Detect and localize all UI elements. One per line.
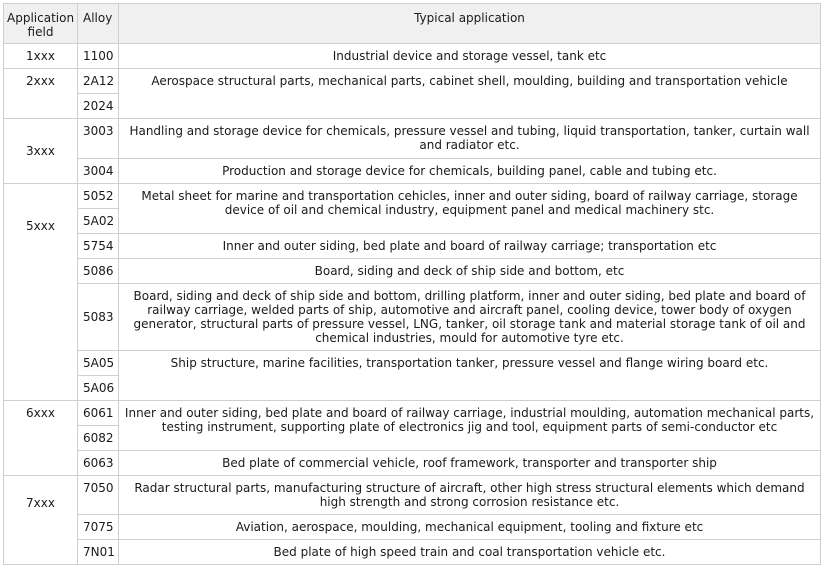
table-row xyxy=(4,69,821,94)
alloy-5052: 5052 xyxy=(78,184,119,209)
application-2xxx: Aerospace structural parts, mechanical parts, cabinet shell, moulding, building and transportation vehicle xyxy=(119,69,821,119)
alloy-application-table xyxy=(3,3,821,565)
table-row xyxy=(4,540,821,565)
header-alloy: Alloy xyxy=(78,4,119,44)
field-2xxx: 2xxx xyxy=(4,69,78,119)
table-row xyxy=(4,184,821,209)
field-6xxx: 6xxx xyxy=(4,401,78,476)
field-3xxx: 3xxx xyxy=(4,119,78,184)
application-7075: Aviation, aerospace, moulding, mechanical equipment, tooling and fixture etc xyxy=(119,515,821,540)
alloy-6082: 6082 xyxy=(78,426,119,451)
application-5754: Inner and outer siding, bed plate and board of railway carriage; transportation etc xyxy=(119,234,821,259)
table-row xyxy=(4,476,821,515)
alloy-5A06: 5A06 xyxy=(78,376,119,401)
application-1100: Industrial device and storage vessel, tank etc xyxy=(119,44,821,69)
header-typical-application: Typical application xyxy=(119,4,821,44)
table-row xyxy=(4,451,821,476)
table-header xyxy=(4,4,821,44)
table-row xyxy=(4,515,821,540)
alloy-7N01: 7N01 xyxy=(78,540,119,565)
table-body xyxy=(4,44,821,565)
alloy-1100: 1100 xyxy=(78,44,119,69)
table-row xyxy=(4,119,821,159)
table-row xyxy=(4,159,821,184)
field-5xxx: 5xxx xyxy=(4,184,78,401)
application-3003: Handling and storage device for chemicals, pressure vessel and tubing, liquid transportation, tanker, curtain wall and radiator etc. xyxy=(119,119,821,159)
table-row xyxy=(4,401,821,426)
alloy-5754: 5754 xyxy=(78,234,119,259)
alloy-2A12: 2A12 xyxy=(78,69,119,94)
application-6063: Bed plate of commercial vehicle, roof framework, transporter and transporter ship xyxy=(119,451,821,476)
table-row xyxy=(4,284,821,351)
table-row xyxy=(4,234,821,259)
alloy-5086: 5086 xyxy=(78,259,119,284)
field-1xxx: 1xxx xyxy=(4,44,78,69)
table-row xyxy=(4,351,821,376)
application-5083: Board, siding and deck of ship side and bottom, drilling platform, inner and outer siding, bed plate and board of railway carriage, welded parts of ship, automotive and aircraft panel, cooling device, tower body of oxygen generator, structural parts of pressure vessel, LNG, tanker, oil storage tank and material storage tank of oil and chemical industries, mould for automotive tyre etc. xyxy=(119,284,821,351)
table-row xyxy=(4,44,821,69)
application-5086: Board, siding and deck of ship side and bottom, etc xyxy=(119,259,821,284)
alloy-5083: 5083 xyxy=(78,284,119,351)
application-5052: Metal sheet for marine and transportation cehicles, inner and outer siding, board of railway carriage, storage device of oil and chemical industry, equipment panel and medical machinery stc. xyxy=(119,184,821,234)
application-7050: Radar structural parts, manufacturing structure of aircraft, other high stress structural elements which demand high strength and strong corrosion resistance etc. xyxy=(119,476,821,515)
application-7N01: Bed plate of high speed train and coal transportation vehicle etc. xyxy=(119,540,821,565)
alloy-2024: 2024 xyxy=(78,94,119,119)
header-row xyxy=(4,4,821,44)
field-7xxx: 7xxx xyxy=(4,476,78,565)
alloy-6063: 6063 xyxy=(78,451,119,476)
alloy-3003: 3003 xyxy=(78,119,119,159)
alloy-3004: 3004 xyxy=(78,159,119,184)
alloy-6061: 6061 xyxy=(78,401,119,426)
application-5A05: Ship structure, marine facilities, transportation tanker, pressure vessel and flange wiring board etc. xyxy=(119,351,821,401)
alloy-7050: 7050 xyxy=(78,476,119,515)
table-row xyxy=(4,259,821,284)
alloy-5A02: 5A02 xyxy=(78,209,119,234)
application-3004: Production and storage device for chemicals, building panel, cable and tubing etc. xyxy=(119,159,821,184)
header-application-field: Application field xyxy=(4,4,78,44)
application-6061: Inner and outer siding, bed plate and board of railway carriage, industrial moulding, automation mechanical parts, testing instrument, supporting plate of electronics jig and tool, equipment parts of semi-conductor etc xyxy=(119,401,821,451)
alloy-5A05: 5A05 xyxy=(78,351,119,376)
alloy-7075: 7075 xyxy=(78,515,119,540)
